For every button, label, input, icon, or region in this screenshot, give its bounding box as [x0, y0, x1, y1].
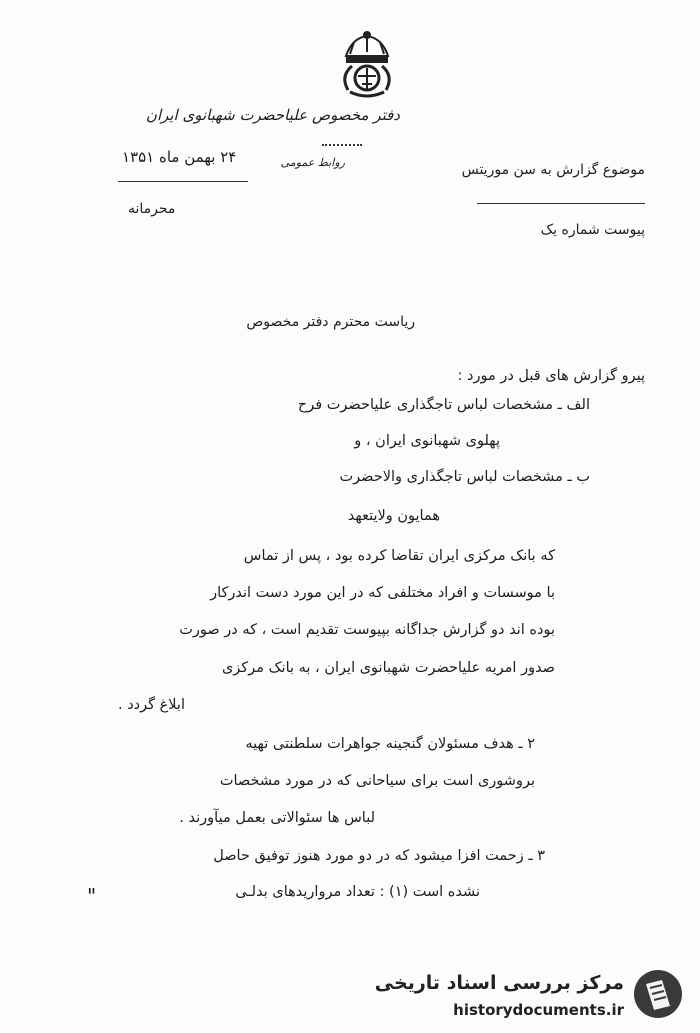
body-line: ۲ ـ هدف مسئولان گنجینه جواهرات سلطنتی تهیه [245, 736, 535, 752]
classification-label: محرمانه [128, 201, 176, 217]
body-line: ابلاغ گردد . [117, 697, 185, 713]
document-date: ۲۴ بهمن ماه ۱۳۵۱ [122, 148, 237, 166]
date-underline [118, 181, 248, 182]
body-line: لباس ها سئوالاتی بعمل میآورند . [179, 810, 375, 826]
body-line: نشده است (۱) : تعداد مرواریدهای بدلـی [235, 884, 480, 900]
body-line: صدور امریه علیاحضرت شهبانوی ایران ، به بانک مرکزی [221, 660, 555, 676]
body-line: که بانک مرکزی ایران تقاضا کرده بود ، پس از تماس [243, 548, 555, 564]
archive-logo-icon [632, 968, 684, 1020]
body-line: همایون ولایتعهد [347, 508, 440, 524]
archive-website-link[interactable]: historydocuments.ir [453, 1001, 624, 1019]
royal-crown-emblem [332, 28, 402, 100]
body-line: ب ـ مشخصات لباس تاجگذاری والاحضرت [339, 469, 590, 485]
office-name-signature: دفتر مخصوص علیاحضرت شهبانوی ایران [145, 106, 400, 124]
quote-mark: " [87, 884, 97, 908]
department-label: روابط عمومی [280, 156, 345, 169]
body-line: پیرو گزارش های قبل در مورد : [457, 368, 645, 384]
archive-name: مرکز بررسی اسناد تاریخی [374, 972, 624, 994]
subject-underline [477, 203, 645, 204]
dotted-line [322, 144, 362, 150]
body-line: الف ـ مشخصات لباس تاجگذاری علیاحضرت فرح [297, 397, 590, 413]
subject-line: موضوع گزارش به سن موریتس [461, 162, 645, 178]
salutation: ریاست محترم دفتر مخصوص [246, 314, 415, 330]
body-line: ۳ ـ زحمت افزا میشود که در دو مورد هنوز توفیق حاصل [213, 848, 545, 864]
body-line: با موسسات و افراد مختلفی که در این مورد دست اندرکار [210, 585, 555, 601]
body-line: بروشوری است برای سیاحانی که در مورد مشخصات [219, 773, 535, 789]
body-line: پهلوی شهبانوی ایران ، و [354, 433, 500, 449]
body-line: بوده اند دو گزارش جداگانه بپیوست تقدیم است ، که در صورت [179, 622, 555, 638]
attachment-line: پیوست شماره یک [540, 222, 645, 238]
